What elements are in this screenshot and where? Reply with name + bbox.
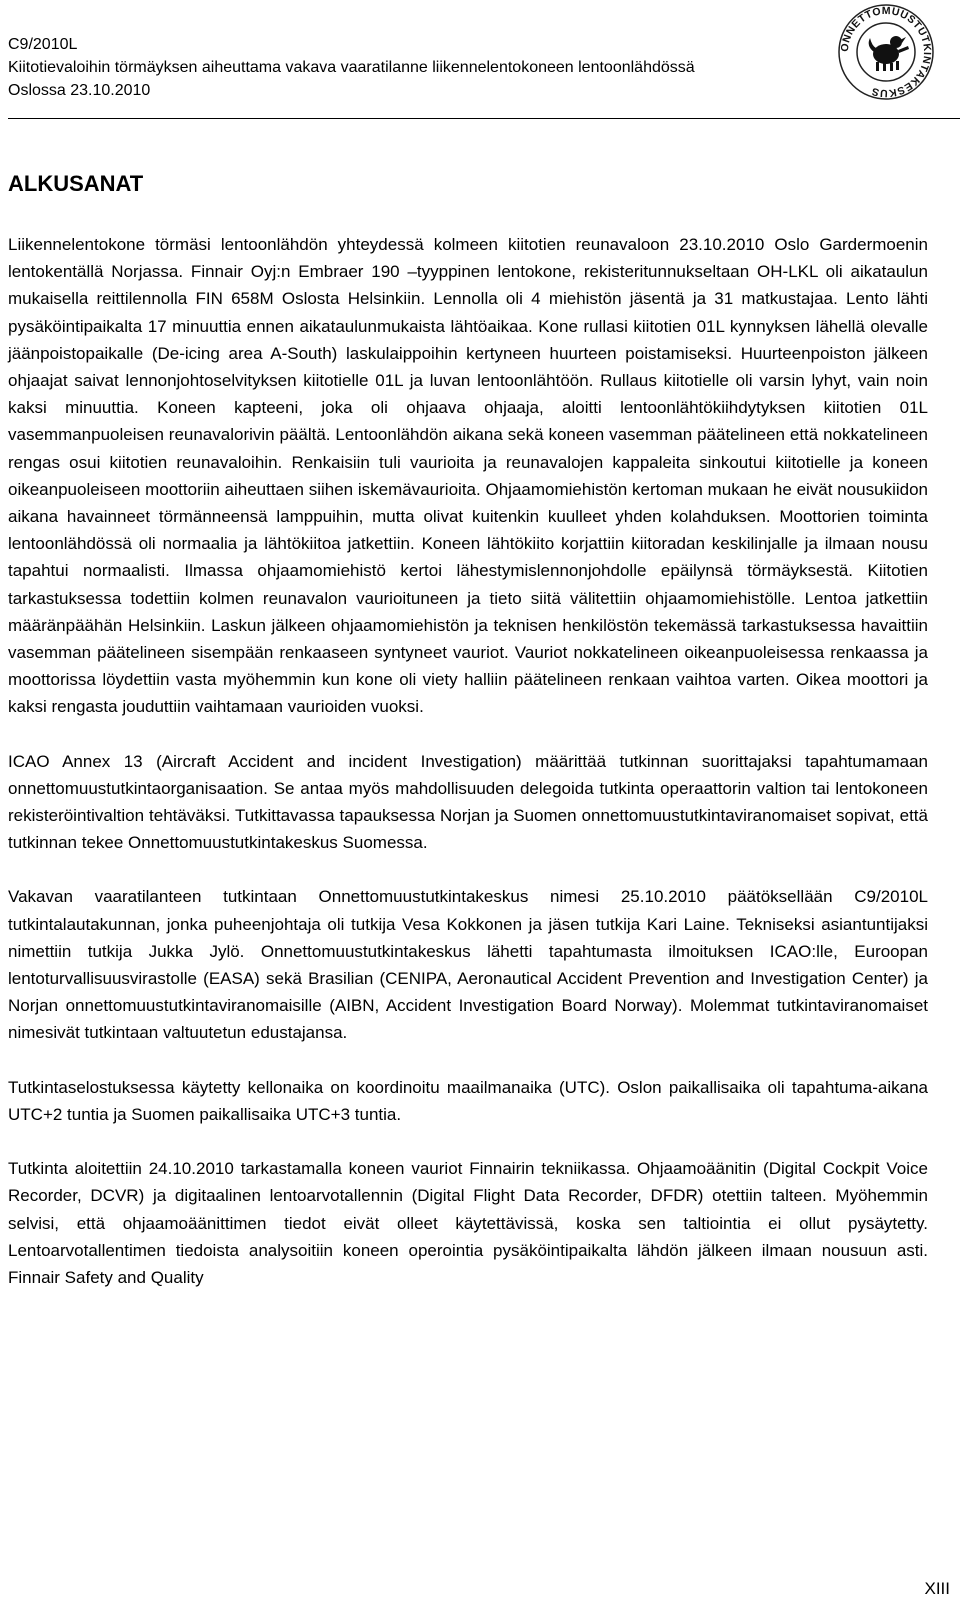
section-title: ALKUSANAT	[8, 171, 144, 196]
page-number: XIII	[924, 1579, 950, 1598]
report-place-date: Oslossa 23.10.2010	[8, 82, 151, 99]
report-title: Kiitotievaloihin törmäyksen aiheuttama vakava vaaratilanne liikennelentokoneen lentoonlähdössä	[8, 59, 695, 76]
report-id: C9/2010L	[8, 36, 78, 53]
running-header	[8, 0, 856, 102]
header-divider	[8, 118, 960, 119]
paragraph-icao: ICAO Annex 13 (Aircraft Accident and incident Investigation) määrittää tutkinnan suorittajaksi tapahtumamaan onnettomuustutkintaorganisaation. Se antaa myös mahdollisuuden delegoida tutkinta operaattorin valtion tai lentokoneen rekisteröintivaltion tehtäväksi. Tutkittavassa tapauksessa Norjan ja Suomen onnettomuustutkintaviranomaiset sopivat, että tutkinnan tekee Onnettomuustutkintakeskus Suomessa.	[8, 751, 928, 853]
paragraph-summary: Liikennelentokone törmäsi lentoonlähdön yhteydessä kolmeen kiitotien reunavaloon 23.10.2010 Oslo Gardermoenin lentokentällä Norjassa. Finnair Oyj:n Embraer 190 –tyyppinen lentokone, rekisteritunnukseltaan OH-LKL oli aikataulun mukaisella reittilennolla FIN 658M Oslosta Helsinkiin. Lennolla oli 4 miehistön jäsentä ja 31 matkustajaa. Lento lähti pysäköintipaikalta 17 minuuttia ennen aikataulunmukaista lähtöaikaa. Kone rullasi kiitotien 01L kynnyksen lähellä olevalle jäänpoistopaikalle (De-icing area A-South) laskulaippoihin kertyneen huurteen poistamiseksi. Huurteenpoiston jälkeen ohjaajat saivat lennonjohtoselvityksen kiitotielle 01L ja luvan lentoonlähtöön. Rullaus kiitotielle oli varsin lyhyt, vain noin kaksi minuuttia. Koneen kapteeni, joka oli ohjaava ohjaaja, aloitti lentoonlähtökiihdytyksen kiitotien 01L vasemmanpuoleisen reunavalorivin päältä. Lentoonlähdön aikana sekä koneen vasemman päätelineen että nokkatelineen rengas osui kiitotien reunavaloihin. Renkaisiin tuli vaurioita ja reunavalojen kappaleita sinkoutui kiitotielle ja koneen oikeanpuoleiseen moottoriin aiheuttaen siihen iskemävaurioita. Ohjaamomiehistön kertoman mukaan he eivät nousukiidon aikana havainneet törmänneensä lamppuihin, mutta olivat kuitenkin kuulleet yhden kolahduksen. Moottorien toiminta lentoonlähdössä oli normaalia ja lähtökiitoa jatkettiin. Koneen lähtökiito korjattiin kiitoradan keskilinjalle ja ilmaan nousu tapahtui normaalisti. Ilmassa ohjaamomiehistö kertoi lähestymislennonjohdolle epäilynsä törmäyksestä. Kiitotien tarkastuksessa todettiin kolmen reunavalon vaurioituneen ja tieto siitä välitettiin ohjaamomiehistölle. Lentoa jatkettiin määränpäähän Helsinkiin. Laskun jälkeen ohjaamomiehistön ja teknisen henkilöstön tekemässä tarkastuksessa havaittiin vasemman päätelineen sisempään renkaaseen syntyneet vauriot. Vauriot nokkatelineen oikeanpuoleisessa renkaassa ja moottorissa löydettiin vasta myöhemmin kun kone oli viety halliin päätelineen renkaan vaihtoa varten. Oikea moottori ja kaksi rengasta jouduttiin vaihtamaan vaurioiden vuoksi.	[8, 235, 928, 717]
document-body	[8, 170, 928, 1318]
paragraph-time: Tutkintaselostuksessa käytetty kellonaika on koordinoitu maailmanaika (UTC). Oslon paikallisaika oli tapahtuma-aikana UTC+2 tuntia ja Suomen paikallisaika UTC+3 tuntia.	[8, 1077, 928, 1124]
agency-logo	[836, 2, 936, 102]
logo-ring-text: ONNETTOMUUSTUTKINTAKESKUS	[838, 4, 934, 100]
paragraph-investigation: Tutkinta aloitettiin 24.10.2010 tarkastamalla koneen vauriot Finnairin tekniikassa. Ohjaamoäänitin (Digital Cockpit Voice Recorder, DCVR) ja digitaalinen lentoarvotallennin (Digital Flight Data Recorder, DFDR) otettiin talteen. Myöhemmin selvisi, että ohjaamoäänittimen tiedot eivät olleet käytettävissä, koska sen taltiointia ei ollut pysäytetty. Lentoarvotallentimen tiedoista analysoitiin koneen operointia pysäköintipaikalta lähdön jälkeen ilmaan nousuun asti. Finnair Safety and Quality	[8, 1159, 928, 1287]
paragraph-board: Vakavan vaaratilanteen tutkintaan Onnettomuustutkintakeskus nimesi 25.10.2010 päätöksellään C9/2010L tutkintalautakunnan, jonka puheenjohtaja oli tutkija Vesa Kokkonen ja jäsen tutkija Kari Laine. Tekniseksi asiantuntijaksi nimettiin tutkija Jukka Jylö. Onnettomuustutkintakeskus lähetti tapahtumasta ilmoituksen ICAO:lle, Euroopan lentoturvallisuusvirastolle (EASA) sekä Brasilian (CENIPA, Aeronautical Accident Prevention and Investigation Center) ja Norjan onnettomuustutkintaviranomaisille (AIBN, Accident Investigation Board Norway). Molemmat tutkintaviranomaiset nimesivät tutkintaan valtuutetun edustajansa.	[8, 887, 928, 1043]
lion-emblem-icon	[836, 2, 936, 102]
